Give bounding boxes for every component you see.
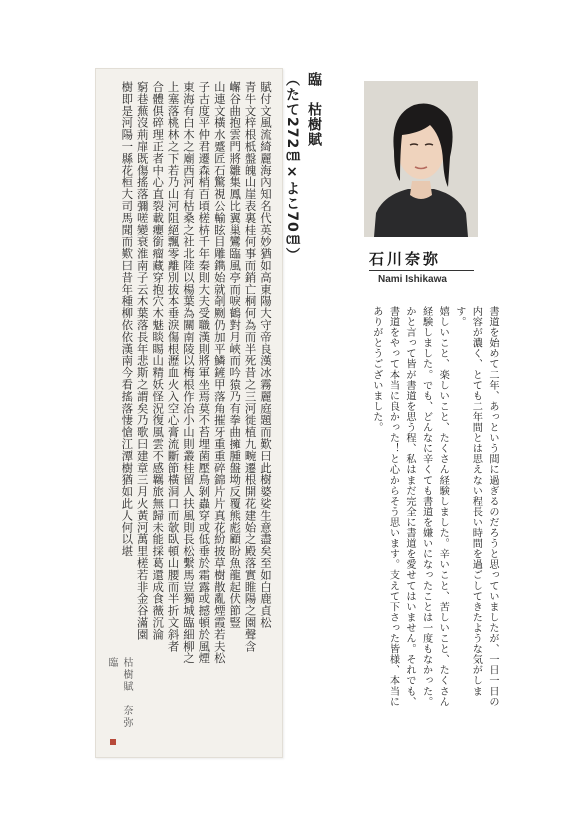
artwork-column: 合體俱碎理正者中心直裂載癭銜瘤藏穿抱穴木魅睒睗山精妖怪況復風雲不感羈旅無歸未能採葛還成食薇沉淪 [151,81,166,641]
message-paragraph: 嬉しいこと、楽しいこと、たくさん経験しました。辛いこと、苦しいこと、たくさん経験しました。でも、どんなに辛くても書道を嫌いになったことは一度もなかった。かと言って皆が書道を思う程、私はまだ完全に書道を愛せてはいません。それでも、書道をやって本当に良かった！と心からそう思います。支えて下さった皆様、本当にありがとうございました。 [370,306,449,707]
artwork-column: 樹即是河陽一縣花桓大司馬聞而歎曰昔年種柳依依漢南今看搖落悽愴江潭樹猶如此人何以堪 [120,81,135,557]
artwork-column: 山連文橫水蹙匠石驚視公輸眩目雕鐫始就剞劂仍加平鱗鏟甲落角摧牙重重碎錦片片真花紛披草樹散亂煙霞若夫松 [212,81,227,665]
artwork-dimensions: （たて272㎝×よこ70㎝） [284,72,300,263]
author-message [352,306,500,710]
artwork-column: 青牛文梓根柢盤魄山崖表裏桂何事而銷亡桐何為而半死昔之三河徙植九畹遷根開花建始之殿落實睢陽之園聲含 [243,81,258,653]
artwork-signature: 枯樹賦 奈弥臨 [106,657,132,729]
artist-seal [110,739,116,745]
calligraphy-artwork [95,68,283,758]
artwork-caption [284,72,324,402]
artwork-text [105,81,273,747]
artwork-column: 東海有白木之廟西河有枯桑之社北陸以楊葉為關南陵以梅根作冶小山則叢桂留人扶風則長松繫馬豈獨城臨細柳之 [181,81,196,665]
author-name-japanese: 石川奈弥 [369,248,474,271]
artwork-title: 臨 枯樹賦 [306,72,322,147]
portrait-image [364,81,478,237]
message-paragraph: 書道を始めて二年、あっという間に過ぎるのだろうと思っていましたが、一日一日の内容が濃く、とても二年間とは思えない程長い時間を過ごしてきたような気がします。 [453,306,498,707]
artwork-column: 賦付文風流綺麗海內知名代英妙猶如高東陽大守帝良漢冰霧麗庭題而歎曰此樹婆娑生意盡矣至如白鹿貞松 [259,81,273,629]
artwork-column: 上塞落桃林之下若乃山河阻絕飄零離別拔本垂淚傷根瀝血火入空心膏流斷節橫洞口而欹臥頓山腰而半折文斜者 [166,81,181,653]
artwork-column: 窮巷蕪沒荊扉既傷搖落彌嗟變衰淮南子云木葉落長年悲斯之謂矣乃歌曰建章三月火黃河萬里槎若非金谷滿園 [135,81,150,641]
artwork-column: 子古度平仲君遷森梢百頃槎枿千年秦則大夫受職漢則將軍坐焉莫不苔埋菌壓鳥剝蟲穿或低垂於霜露或撼頓於風煙 [197,81,212,665]
author-portrait [364,81,478,237]
artwork-column: 嶰谷曲抱雲門將雛集鳳比翼巢鸞臨風亭而唳鶴對月峽而吟猿乃有拳曲擁腫盤坳反覆熊彪顧盼魚龍起伏節豎 [228,81,243,629]
author-name-english: Nami Ishikawa [378,274,447,285]
